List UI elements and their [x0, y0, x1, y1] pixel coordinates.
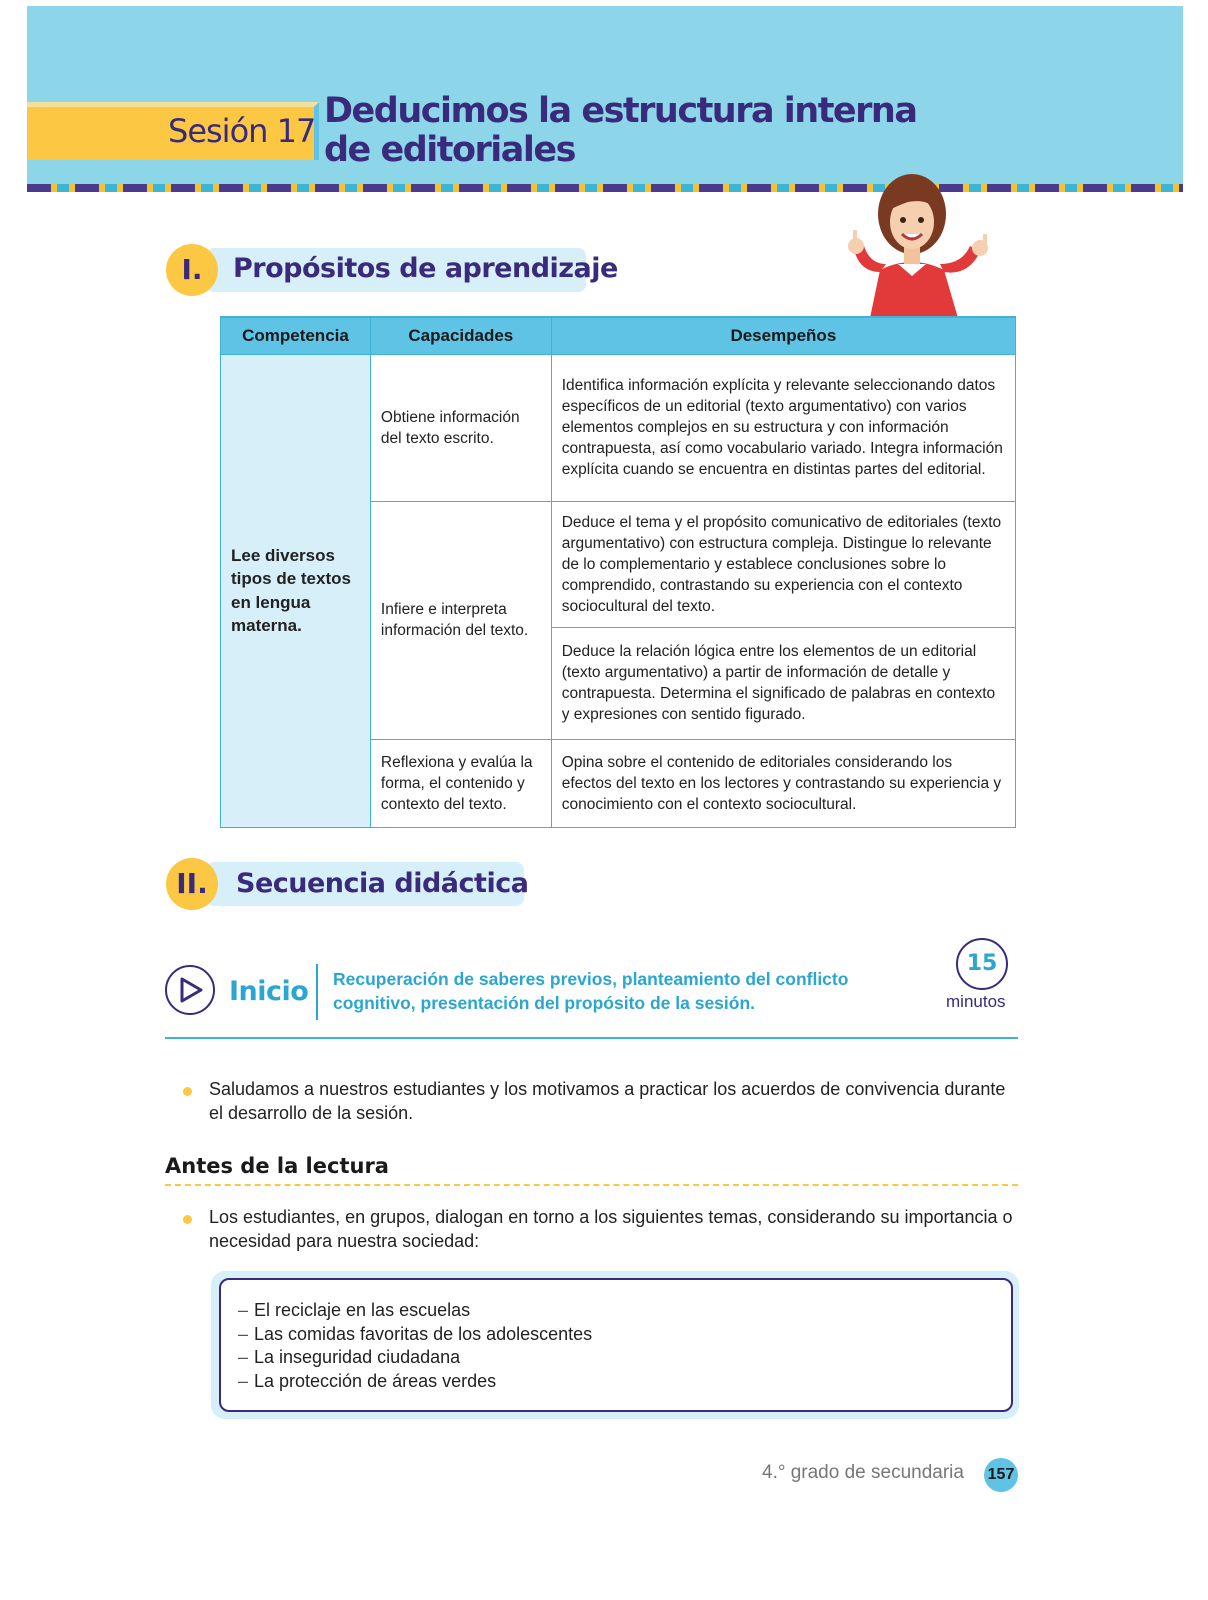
subheading-antes-lectura: Antes de la lectura — [165, 1154, 389, 1178]
page-title: Deducimos la estructura interna de editoriales — [324, 91, 917, 170]
table-row — [221, 354, 1016, 501]
list-item: – La protección de áreas verdes — [238, 1370, 497, 1391]
footer-grade: 4.° grado de secundaria — [762, 1462, 964, 1483]
list-item: – Las comidas favoritas de los adolescentes — [238, 1323, 593, 1344]
capacidad-cell: Reflexiona y evalúa la forma, el contenido y contexto del texto. — [370, 739, 551, 827]
subheading-dashed-line — [165, 1184, 1018, 1186]
desempeno-cell: Deduce el tema y el propósito comunicativo de editoriales (texto argumentativo) con estructura compleja. Distingue lo relevante de lo complementario y establece conclusiones sobre lo comprendido, contrastando su experiencia con el contexto sociocultural del texto. — [551, 501, 1015, 627]
table-header-row — [221, 317, 1016, 354]
list-item: – El reciclaje en las escuelas — [238, 1300, 471, 1320]
desempeno-cell: Opina sobre el contenido de editoriales considerando los efectos del texto en los lectores y contrastando su experiencia y conocimiento con el contexto sociocultural. — [551, 739, 1015, 827]
competencia-cell: Lee diversos tipos de textos en lengua materna. — [221, 354, 371, 827]
table-header-capacidades: Capacidades — [370, 317, 551, 354]
bullet-icon — [183, 1087, 192, 1096]
section2-title: Secuencia didáctica — [236, 868, 529, 899]
minutes-unit: minutos — [946, 992, 1006, 1011]
minutes-value: 15 — [966, 951, 998, 976]
inicio-label: Inicio — [229, 976, 309, 1007]
inicio-divider — [316, 964, 318, 1020]
capacidad-cell: Obtiene información del texto escrito. — [370, 354, 551, 501]
inicio-description: Recuperación de saberes previos, planteamiento del conflicto cognitivo, presentación del propósito de la sesión. — [333, 969, 849, 1013]
inicio-underline — [165, 1037, 1018, 1039]
section2-number-badge: II. — [166, 858, 218, 910]
desempeno-cell: Deduce la relación lógica entre los elementos de un editorial (texto argumentativo) a partir de información de detalle y contrapuesta. Determina el significado de palabras en contexto y expresiones con sentido figurado. — [551, 627, 1015, 739]
clock-icon — [956, 938, 1008, 990]
section1-number-badge: I. — [166, 244, 218, 296]
paragraph-greeting: Saludamos a nuestros estudiantes y los motivamos a practicar los acuerdos de convivencia durante el desarrollo de la sesión. — [209, 1079, 1006, 1123]
desempeno-cell: Identifica información explícita y relevante seleccionando datos específicos de un editorial (texto argumentativo) con varios elementos complejos en su estructura y con información contrapuesta, así como vocabulario variado. Integra información explícita cuando se encuentra en distintas partes del editorial. — [551, 354, 1015, 501]
play-icon — [165, 965, 215, 1015]
bullet-icon — [183, 1215, 192, 1224]
table-header-competencia: Competencia — [221, 317, 371, 354]
table-header-desempenos: Desempeños — [551, 317, 1015, 354]
paragraph-group-dialogue: Los estudiantes, en grupos, dialogan en torno a los siguientes temas, considerando su importancia o necesidad para nuestra sociedad: — [209, 1207, 1013, 1251]
list-item: – La inseguridad ciudadana — [238, 1347, 461, 1367]
page-number: 157 — [984, 1458, 1018, 1492]
topics-box — [219, 1278, 1013, 1412]
capacidad-cell: Infiere e interpreta información del texto. — [370, 501, 551, 739]
section1-title: Propósitos de aprendizaje — [233, 253, 618, 284]
session-label: Sesión 17 — [168, 112, 316, 150]
teacher-illustration — [840, 172, 1010, 318]
learning-purposes-table — [220, 316, 1016, 828]
